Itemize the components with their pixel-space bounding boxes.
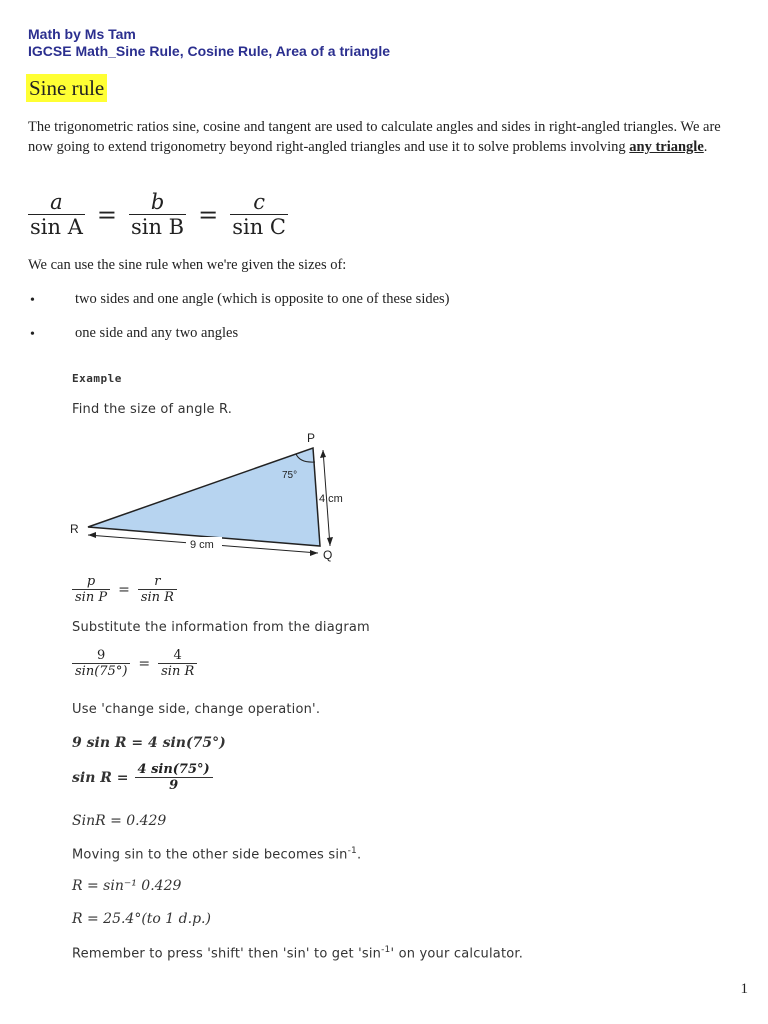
equals-sign: = — [96, 200, 117, 229]
sine-rule-formula — [28, 190, 288, 239]
equals-sign: = — [138, 655, 151, 672]
numerator: 4 — [158, 648, 197, 664]
side-label-rq: 9 cm — [190, 539, 214, 551]
numerator: r — [138, 574, 177, 590]
equals-sign: = — [198, 200, 219, 229]
calculator-tip-a: Remember to press 'shift' then 'sin' to get 'sin — [72, 946, 382, 962]
triangle-diagram — [60, 425, 370, 565]
intro-paragraph — [28, 117, 740, 157]
document-author: Math by Ms Tam — [28, 26, 136, 42]
fraction-9-sin75 — [72, 648, 130, 679]
vertex-label-p: P — [307, 431, 316, 445]
intro-text: The trigonometric ratios sine, cosine and tangent are used to calculate angles and sides in right-angled triangles. We are now going to extend trigonometry beyond right-angled triangles and use it to solve problems involving — [28, 119, 721, 155]
numerator-c: c — [230, 190, 288, 215]
denominator-sinC: sin C — [232, 215, 286, 239]
fraction-a — [28, 190, 85, 239]
substitute-text: Substitute the information from the diagram — [72, 620, 370, 635]
fraction-r-sinr — [138, 574, 177, 605]
numerator: p — [72, 574, 110, 590]
triangle-shape — [88, 448, 320, 546]
intro-emphasis: any triangle — [629, 139, 704, 155]
denominator: sin R — [140, 590, 174, 605]
denominator-sinB: sin B — [130, 215, 185, 239]
fraction-p-sinp — [72, 574, 110, 605]
vertex-label-r: R — [70, 522, 79, 536]
bullet-dot: • — [30, 327, 35, 342]
arrowhead — [310, 550, 318, 556]
step-cross-multiply: 9 sin R = 4 sin(75°) — [72, 735, 226, 751]
moving-sin-text — [72, 846, 361, 862]
example-title: Example — [72, 372, 122, 385]
denominator: sin(75°) — [75, 664, 128, 679]
intro-end: . — [703, 139, 708, 155]
calculator-tip-b: ' on your calculator. — [390, 946, 524, 962]
angle-label-p: 75° — [282, 470, 298, 481]
fraction-b — [129, 190, 186, 239]
side-label-pq: 4 cm — [319, 493, 343, 505]
equals-sign: = — [118, 581, 130, 598]
step-sinr-value: SinR = 0.429 — [72, 813, 167, 829]
step-substituted — [72, 648, 197, 679]
change-side-text: Use 'change side, change operation'. — [72, 702, 321, 717]
bullet-dot: • — [30, 293, 35, 308]
bullet-item-2: one side and any two angles — [75, 325, 239, 341]
calculator-tip-sup: -1 — [381, 945, 391, 955]
numerator-a: a — [28, 190, 85, 215]
arrowhead — [88, 532, 96, 538]
numerator: 4 sin(75°) — [135, 762, 213, 778]
denominator-sinA: sin A — [30, 215, 83, 239]
arrowhead — [320, 450, 326, 458]
step-sine-rule — [72, 574, 177, 605]
moving-sin-main: Moving sin to the other side becomes sin — [72, 847, 348, 863]
numerator: 9 — [72, 648, 130, 664]
fraction-4-sinr — [158, 648, 197, 679]
page-number: 1 — [740, 981, 748, 997]
denominator: sin R — [161, 664, 195, 679]
step-isolate — [72, 762, 213, 793]
lhs-sin-r: sin R = — [72, 769, 129, 786]
denominator: sin P — [75, 590, 108, 605]
moving-sin-end: . — [356, 847, 362, 863]
example-question: Find the size of angle R. — [72, 402, 233, 417]
vertex-label-q: Q — [323, 548, 333, 562]
section-heading: Sine rule — [26, 74, 107, 102]
bullet-item-1: two sides and one angle (which is opposite to one of these sides) — [75, 291, 450, 307]
fraction-4sin75-9 — [135, 762, 213, 793]
step-inverse-sine: R = sin⁻¹ 0.429 — [72, 878, 182, 894]
arrowhead — [327, 537, 333, 546]
fraction-c — [230, 190, 288, 239]
document-title: IGCSE Math_Sine Rule, Cosine Rule, Area of a triangle — [28, 43, 391, 59]
calculator-tip — [72, 945, 523, 961]
step-answer: R = 25.4°(to 1 d.p.) — [72, 911, 211, 927]
moving-sin-sup: -1 — [347, 846, 357, 856]
numerator-b: b — [129, 190, 186, 215]
use-when-text: We can use the sine rule when we're given the sizes of: — [28, 257, 347, 273]
denominator: 9 — [169, 778, 179, 793]
